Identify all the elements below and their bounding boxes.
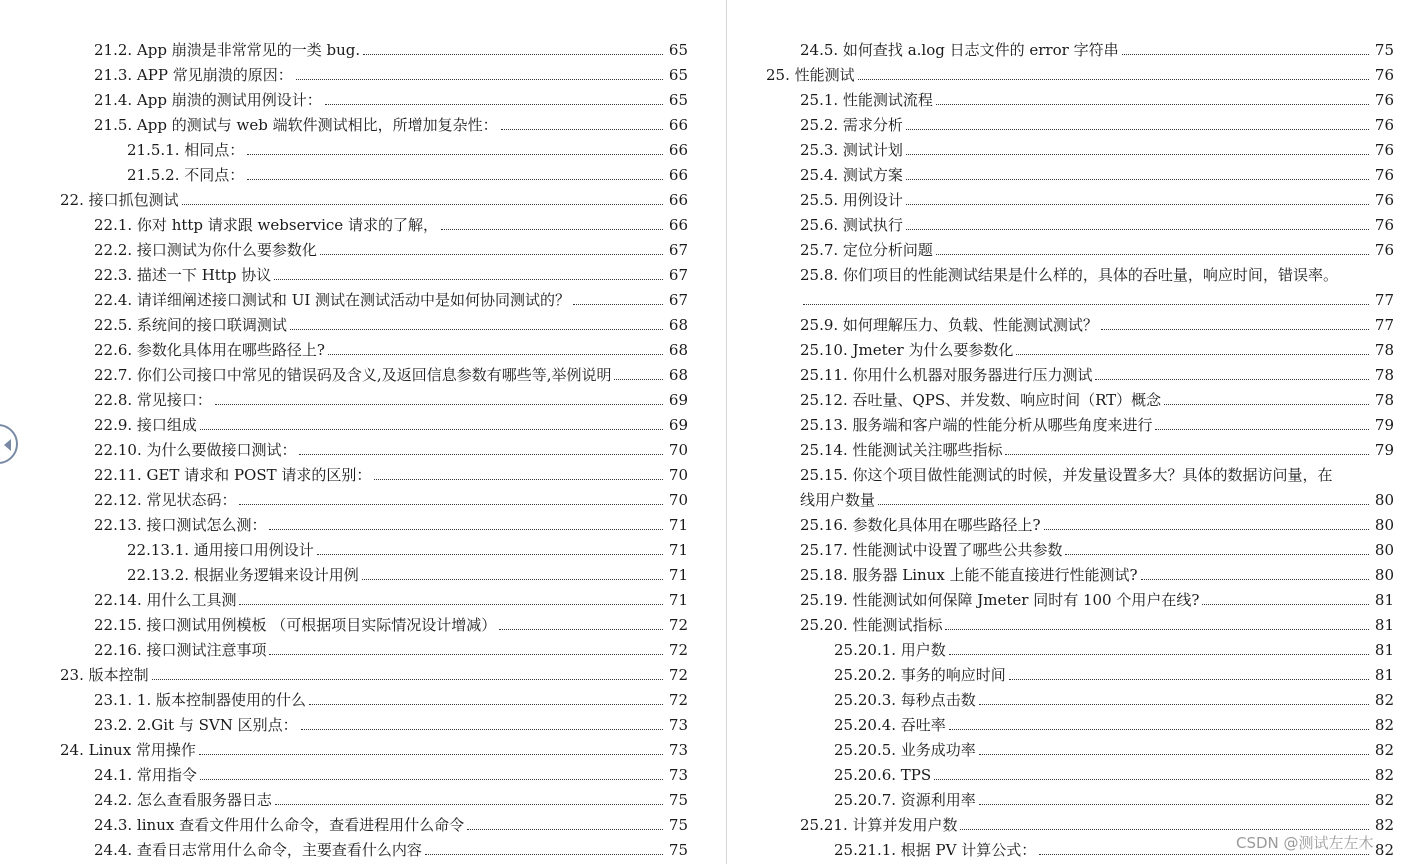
toc-page-number: 72 [668, 691, 688, 709]
dot-leader [936, 254, 1369, 255]
toc-page-number: 78 [1374, 341, 1394, 359]
dot-leader [152, 679, 663, 680]
toc-page-number: 71 [668, 566, 688, 584]
toc-page-number: 75 [668, 791, 688, 809]
toc-page-number: 77 [1374, 291, 1394, 309]
toc-entry[interactable] [60, 434, 688, 459]
toc-entry[interactable] [60, 234, 688, 259]
toc-page-number: 77 [1374, 316, 1394, 334]
toc-page-number: 67 [668, 291, 688, 309]
toc-entry[interactable] [60, 534, 688, 559]
toc-page-number: 71 [668, 541, 688, 559]
dot-leader [317, 554, 663, 555]
toc-page-number: 80 [1374, 491, 1394, 509]
toc-entry[interactable] [766, 434, 1394, 459]
toc-entry-title: 22.9. 接口组成 [94, 416, 197, 434]
toc-page-number: 65 [668, 66, 688, 84]
toc-entry[interactable] [766, 334, 1394, 359]
toc-page-number: 75 [1374, 41, 1394, 59]
toc-entry[interactable] [766, 184, 1394, 209]
toc-entry[interactable] [60, 559, 688, 584]
toc-entry-title: 24.2. 怎么查看服务器日志 [94, 791, 272, 809]
toc-entry-title: 22.5. 系统间的接口联调测试 [94, 316, 287, 334]
toc-entry-title: 25.4. 测试方案 [800, 166, 903, 184]
toc-entry-title: 22.11. GET 请求和 POST 请求的区别： [94, 466, 372, 484]
toc-entry[interactable] [766, 309, 1394, 334]
toc-page-number: 82 [1374, 791, 1394, 809]
toc-entry[interactable] [766, 759, 1394, 784]
dot-leader [182, 204, 663, 205]
toc-entry[interactable] [766, 559, 1394, 584]
toc-page-number: 82 [1374, 841, 1394, 859]
dot-leader [960, 829, 1369, 830]
toc-page-number: 72 [668, 616, 688, 634]
toc-entry-title: 25.1. 性能测试流程 [800, 91, 933, 109]
dot-leader [1155, 429, 1369, 430]
dot-leader [200, 429, 663, 430]
toc-entry-title: 25.21.1. 根据 PV 计算公式： [834, 841, 1037, 859]
dot-leader [1095, 379, 1369, 380]
dot-leader [1141, 579, 1369, 580]
toc-entry-title: 25.10. Jmeter 为什么要参数化 [800, 341, 1014, 359]
toc-page-number: 81 [1374, 666, 1394, 684]
toc-entry-title: 22.1. 你对 http 请求跟 webservice 请求的了解， [94, 216, 438, 234]
toc-entry[interactable] [766, 659, 1394, 684]
toc-entry-title: 21.5. App 的测试与 web 端软件测试相比，所增加复杂性： [94, 116, 498, 134]
toc-page-number: 66 [668, 166, 688, 184]
toc-entry-title: 21.5.1. 相同点： [127, 141, 245, 159]
toc-entry[interactable] [766, 159, 1394, 184]
toc-entry[interactable] [60, 659, 688, 684]
toc-page-number: 76 [1374, 141, 1394, 159]
toc-page-number: 82 [1374, 741, 1394, 759]
toc-page-number: 66 [668, 216, 688, 234]
toc-entry[interactable] [60, 159, 688, 184]
toc-entry[interactable] [60, 759, 688, 784]
toc-entry-title: 22.4. 请详细阐述接口测试和 UI 测试在测试活动中是如何协同测试的？ [94, 291, 571, 309]
toc-entry[interactable] [60, 259, 688, 284]
left-arrow-icon [4, 439, 11, 451]
toc-entry-title: 23.1. 1. 版本控制器使用的什么 [94, 691, 307, 709]
toc-entry[interactable] [766, 809, 1394, 834]
toc-entry-title: 25.20.1. 用户数 [834, 641, 946, 659]
dot-leader [499, 629, 663, 630]
toc-entry-title: 22.14. 用什么工具测 [94, 591, 237, 609]
toc-entry[interactable] [60, 834, 688, 859]
toc-page-number: 82 [1374, 816, 1394, 834]
toc-page-number: 76 [1374, 216, 1394, 234]
toc-entry-title: 22.3. 描述一下 Http 协议 [94, 266, 272, 284]
toc-page-number: 76 [1374, 191, 1394, 209]
dot-leader [269, 529, 663, 530]
toc-entry-title: 21.3. APP 常见崩溃的原因： [94, 66, 293, 84]
toc-page-number: 70 [668, 466, 688, 484]
toc-entry[interactable] [60, 809, 688, 834]
toc-entry[interactable] [60, 59, 688, 84]
toc-entry-title: 25.12. 吞吐量、QPS、并发数、响应时间（RT）概念 [800, 391, 1162, 409]
toc-page-number: 79 [1374, 441, 1394, 459]
toc-page-number: 69 [668, 416, 688, 434]
toc-page-number: 73 [668, 716, 688, 734]
toc-entry-title: 22.13.2. 根据业务逻辑来设计用例 [127, 566, 359, 584]
toc-entry[interactable] [60, 384, 688, 409]
toc-entry-title: 22.13. 接口测试怎么测： [94, 516, 267, 534]
toc-entry-title: 25.8. 你们项目的性能测试结果是什么样的，具体的吞吐量，响应时间，错误率。 [800, 266, 1338, 284]
toc-entry-title: 25. 性能测试 [766, 66, 855, 84]
dot-leader [573, 304, 663, 305]
toc-entry[interactable] [766, 84, 1394, 109]
toc-entry-title: 25.20.7. 资源利用率 [834, 791, 976, 809]
toc-entry[interactable] [766, 784, 1394, 809]
toc-entry-title: 24.4. 查看日志常用什么命令，主要查看什么内容 [94, 841, 422, 859]
toc-entry-title: 25.20.6. TPS [834, 766, 932, 784]
toc-page-number: 67 [668, 266, 688, 284]
toc-entry-title: 25.2. 需求分析 [800, 116, 903, 134]
toc-entry[interactable] [60, 609, 688, 634]
toc-entry[interactable] [60, 709, 688, 734]
page-divider [726, 0, 727, 864]
toc-page-number: 81 [1374, 641, 1394, 659]
toc-entry[interactable] [60, 484, 688, 509]
toc-entry-title: 25.5. 用例设计 [800, 191, 903, 209]
toc-entry[interactable] [60, 459, 688, 484]
toc-entry[interactable] [766, 359, 1394, 384]
toc-page-number: 75 [668, 841, 688, 859]
toc-entry-title: 25.3. 测试计划 [800, 141, 903, 159]
toc-entry-title: 25.20.5. 业务成功率 [834, 741, 976, 759]
dot-leader [309, 704, 663, 705]
toc-page-number: 76 [1374, 116, 1394, 134]
toc-entry[interactable] [60, 634, 688, 659]
toc-page-number: 80 [1374, 566, 1394, 584]
toc-page-number: 76 [1374, 66, 1394, 84]
dot-leader [949, 654, 1369, 655]
dot-leader [949, 729, 1369, 730]
toc-entry-title: 24. Linux 常用操作 [60, 741, 196, 759]
dot-leader [362, 579, 663, 580]
toc-page-number: 78 [1374, 391, 1394, 409]
toc-entry-title: 25.20.2. 事务的响应时间 [834, 666, 1006, 684]
dot-leader [301, 729, 663, 730]
dot-leader [979, 704, 1369, 705]
toc-entry-title: 25.13. 服务端和客户端的性能分析从哪些角度来进行 [800, 416, 1153, 434]
toc-page-number: 71 [668, 591, 688, 609]
toc-entry[interactable] [60, 359, 688, 384]
toc-entry-title: 22.12. 常见状态码： [94, 491, 237, 509]
toc-entry[interactable] [766, 209, 1394, 234]
toc-entry-title: 22.10. 为什么要做接口测试： [94, 441, 297, 459]
toc-entry[interactable] [60, 209, 688, 234]
toc-entry[interactable] [60, 84, 688, 109]
dot-leader [296, 79, 663, 80]
toc-entry-title: 23.2. 2.Git 与 SVN 区别点： [94, 716, 298, 734]
toc-entry-title: 25.6. 测试执行 [800, 216, 903, 234]
toc-entry-title: 25.16. 参数化具体用在哪些路径上? [800, 516, 1041, 534]
dot-leader [328, 354, 663, 355]
toc-entry-title: 24.3. linux 查看文件用什么命令，查看进程用什么命令 [94, 816, 465, 834]
dot-leader [275, 804, 663, 805]
dot-leader [274, 279, 663, 280]
toc-entry-title: 23. 版本控制 [60, 666, 149, 684]
dot-leader [290, 329, 663, 330]
toc-entry[interactable] [766, 284, 1394, 309]
toc-entry-title: 22.2. 接口测试为你什么要参数化 [94, 241, 317, 259]
toc-entry-title: 25.17. 性能测试中设置了哪些公共参数 [800, 541, 1063, 559]
toc-entry-title: 24.1. 常用指令 [94, 766, 197, 784]
toc-page-number: 82 [1374, 716, 1394, 734]
toc-page-number: 73 [668, 741, 688, 759]
dot-leader [906, 204, 1369, 205]
dot-leader [299, 454, 663, 455]
toc-entry-title: 25.7. 定位分析问题 [800, 241, 933, 259]
toc-left-column [60, 34, 688, 859]
toc-entry[interactable] [766, 609, 1394, 634]
toc-page-number: 72 [668, 641, 688, 659]
toc-entry[interactable] [766, 584, 1394, 609]
toc-entry-title: 线用户数量 [800, 491, 876, 509]
toc-entry[interactable] [766, 409, 1394, 434]
toc-page-number: 71 [668, 516, 688, 534]
dot-leader [945, 629, 1369, 630]
toc-page-number: 69 [668, 391, 688, 409]
toc-page-number: 70 [668, 491, 688, 509]
toc-entry-title: 25.20.4. 吞吐率 [834, 716, 946, 734]
toc-entry-title: 21.4. App 崩溃的测试用例设计： [94, 91, 322, 109]
dot-leader [441, 229, 663, 230]
dot-leader [1016, 354, 1369, 355]
toc-page-number: 76 [1374, 241, 1394, 259]
toc-page-number: 70 [668, 441, 688, 459]
toc-entry-title: 25.15. 你这个项目做性能测试的时候，并发量设置多大？具体的数据访问量，在 [800, 466, 1333, 484]
toc-entry[interactable] [60, 109, 688, 134]
toc-page-number: 68 [668, 316, 688, 334]
toc-entry-title: 25.18. 服务器 Linux 上能不能直接进行性能测试? [800, 566, 1138, 584]
toc-page-number: 75 [668, 816, 688, 834]
toc-page-number: 65 [668, 91, 688, 109]
toc-entry-title: 21.2. App 崩溃是非常常见的一类 bug. [94, 41, 361, 59]
toc-entry-title: 24.5. 如何查找 a.log 日志文件的 error 字符串 [800, 41, 1119, 59]
dot-leader [425, 854, 663, 855]
toc-page-number: 76 [1374, 91, 1394, 109]
toc-entry-title: 25.21. 计算并发用户数 [800, 816, 958, 834]
toc-page-number: 66 [668, 141, 688, 159]
dot-leader [239, 604, 663, 605]
dot-leader [199, 754, 663, 755]
dot-leader [215, 404, 663, 405]
dot-leader [936, 104, 1369, 105]
watermark: CSDN @测试左左木 [1236, 834, 1374, 852]
toc-entry[interactable] [60, 34, 688, 59]
toc-entry-title: 25.9. 如何理解压力、负载、性能测试测试？ [800, 316, 1098, 334]
toc-entry[interactable] [766, 109, 1394, 134]
dot-leader [906, 154, 1369, 155]
toc-entry-title: 22.13.1. 通用接口用例设计 [127, 541, 314, 559]
toc-entry[interactable] [60, 509, 688, 534]
toc-entry[interactable] [766, 384, 1394, 409]
dot-leader [1005, 454, 1369, 455]
toc-entry[interactable] [766, 459, 1394, 484]
toc-entry[interactable] [60, 734, 688, 759]
dot-leader [1039, 854, 1369, 855]
toc-entry[interactable] [60, 334, 688, 359]
dot-leader [878, 504, 1369, 505]
dot-leader [501, 129, 663, 130]
toc-entry[interactable] [766, 509, 1394, 534]
scroll-handle[interactable] [0, 424, 18, 464]
toc-page-number: 81 [1374, 591, 1394, 609]
dot-leader [374, 479, 663, 480]
toc-entry[interactable] [60, 684, 688, 709]
toc-page-number: 72 [668, 666, 688, 684]
dot-leader [1065, 554, 1369, 555]
toc-entry-title: 22.7. 你们公司接口中常见的错误码及含义,及返回信息参数有哪些等,举例说明 [94, 366, 612, 384]
dot-leader [979, 804, 1369, 805]
dot-leader [1044, 529, 1369, 530]
toc-entry[interactable] [60, 584, 688, 609]
toc-entry[interactable] [60, 309, 688, 334]
toc-page-number: 65 [668, 41, 688, 59]
toc-entry[interactable] [60, 284, 688, 309]
toc-page-number: 73 [668, 766, 688, 784]
dot-leader [1009, 679, 1369, 680]
toc-entry[interactable] [766, 634, 1394, 659]
toc-page-number: 81 [1374, 616, 1394, 634]
toc-entry-title: 22.15. 接口测试用例模板 （可根据项目实际情况设计增减） [94, 616, 497, 634]
toc-entry-title: 22.6. 参数化具体用在哪些路径上? [94, 341, 325, 359]
toc-entry[interactable] [60, 784, 688, 809]
toc-page-number: 66 [668, 116, 688, 134]
dot-leader [906, 129, 1369, 130]
toc-entry[interactable] [766, 734, 1394, 759]
toc-entry-title: 22.8. 常见接口： [94, 391, 212, 409]
toc-entry[interactable] [60, 134, 688, 159]
dot-leader [467, 829, 663, 830]
dot-leader [325, 104, 663, 105]
toc-page-number: 66 [668, 191, 688, 209]
toc-page-number: 80 [1374, 516, 1394, 534]
dot-leader [1202, 604, 1369, 605]
dot-leader [269, 654, 663, 655]
dot-leader [1101, 329, 1369, 330]
toc-entry-title: 25.20. 性能测试指标 [800, 616, 943, 634]
toc-entry[interactable] [60, 184, 688, 209]
dot-leader [803, 304, 1369, 305]
toc-entry[interactable] [766, 484, 1394, 509]
dot-leader [239, 504, 663, 505]
dot-leader [320, 254, 663, 255]
toc-entry-title: 25.14. 性能测试关注哪些指标 [800, 441, 1003, 459]
toc-page-number: 80 [1374, 541, 1394, 559]
toc-entry-title: 22.16. 接口测试注意事项 [94, 641, 267, 659]
toc-entry[interactable] [60, 409, 688, 434]
dot-leader [614, 379, 663, 380]
toc-entry[interactable] [766, 534, 1394, 559]
toc-page-number: 78 [1374, 366, 1394, 384]
toc-page-number: 82 [1374, 691, 1394, 709]
dot-leader [363, 54, 663, 55]
toc-entry[interactable] [766, 234, 1394, 259]
toc-page-number: 76 [1374, 166, 1394, 184]
dot-leader [1164, 404, 1369, 405]
toc-entry-title: 25.20.3. 每秒点击数 [834, 691, 976, 709]
dot-leader [979, 754, 1369, 755]
dot-leader [247, 154, 663, 155]
toc-page-number: 68 [668, 366, 688, 384]
toc-entry-title: 21.5.2. 不同点： [127, 166, 245, 184]
dot-leader [934, 779, 1369, 780]
dot-leader [200, 779, 663, 780]
toc-entry[interactable] [766, 709, 1394, 734]
toc-entry-title: 22. 接口抓包测试 [60, 191, 179, 209]
toc-entry[interactable] [766, 34, 1394, 59]
toc-entry[interactable] [766, 59, 1394, 84]
toc-entry-title: 25.11. 你用什么机器对服务器进行压力测试 [800, 366, 1093, 384]
toc-page-number: 67 [668, 241, 688, 259]
toc-entry[interactable] [766, 259, 1394, 284]
toc-page-number: 82 [1374, 766, 1394, 784]
dot-leader [858, 79, 1369, 80]
toc-entry[interactable] [766, 134, 1394, 159]
toc-right-column [766, 34, 1394, 859]
dot-leader [1122, 54, 1369, 55]
dot-leader [906, 179, 1369, 180]
toc-entry[interactable] [766, 684, 1394, 709]
toc-page-number: 68 [668, 341, 688, 359]
dot-leader [247, 179, 663, 180]
toc-page-number: 79 [1374, 416, 1394, 434]
toc-entry-title: 25.19. 性能测试如何保障 Jmeter 同时有 100 个用户在线? [800, 591, 1200, 609]
dot-leader [906, 229, 1369, 230]
